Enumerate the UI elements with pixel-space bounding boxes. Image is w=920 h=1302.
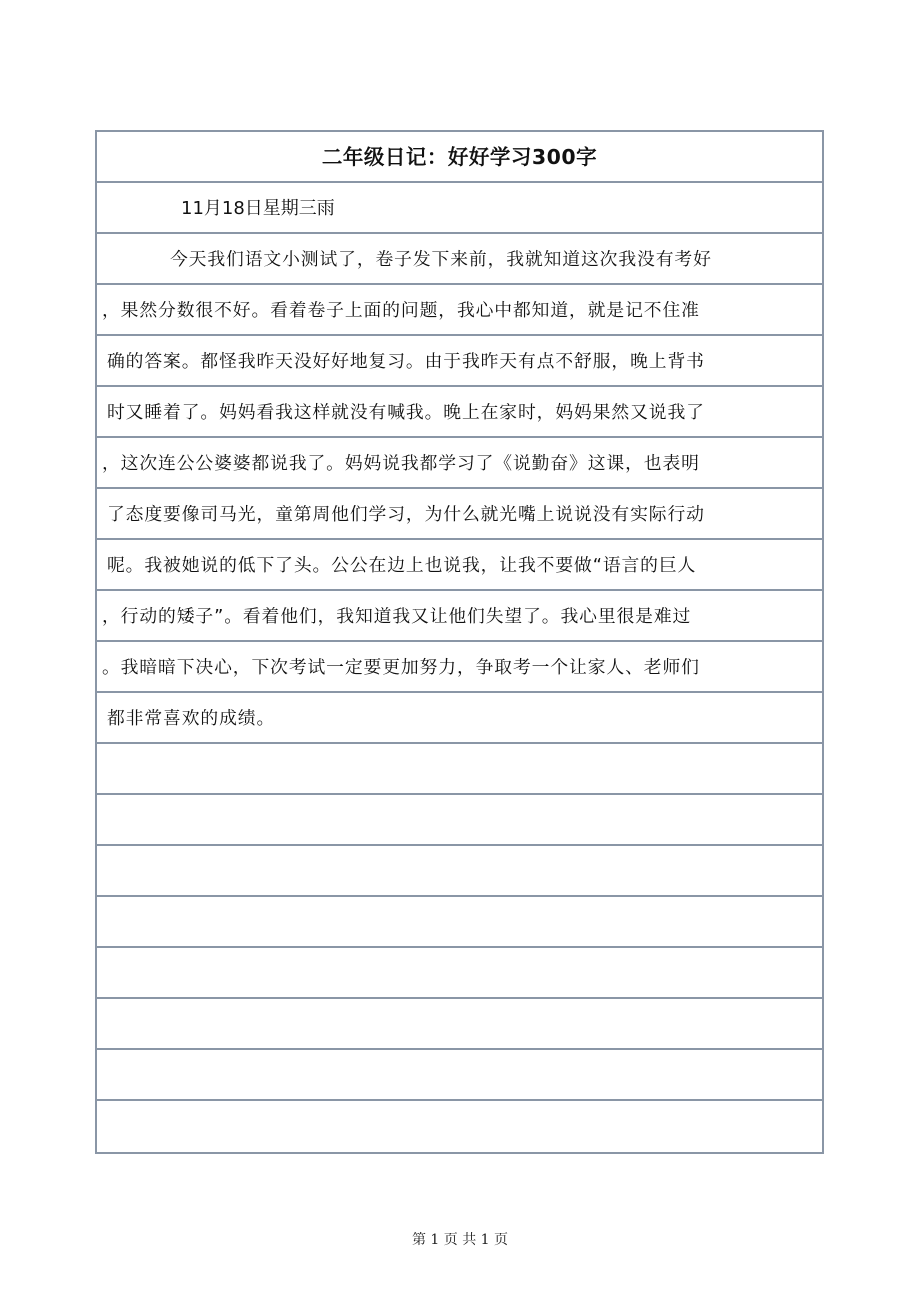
text-line [97,387,822,438]
empty-line [97,795,822,846]
paragraph-line-1: 今天我们语文小测试了，卷子发下来前，我就知道这次我没有考好 [170,249,712,270]
date-line: 11月18日星期三雨 [181,198,335,219]
date-row [97,183,822,234]
paragraph-line-7: 呢。我被她说的低下了头。公公在边上也说我，让我不要做“语言的巨人 [107,555,697,576]
text-line [97,591,822,642]
empty-line [97,744,822,795]
empty-line [97,1050,822,1101]
text-line [97,642,822,693]
ruled-diary-sheet [95,130,824,1154]
paragraph-line-10: 都非常喜欢的成绩。 [107,708,276,729]
title-row [97,132,822,183]
empty-line [97,948,822,999]
text-line [97,489,822,540]
paragraph-line-6: 了态度要像司马光，童第周他们学习，为什么就光嘴上说说没有实际行动 [107,504,705,525]
paragraph-line-3: 确的答案。都怪我昨天没好好地复习。由于我昨天有点不舒服，晚上背书 [107,351,705,372]
paragraph-line-4: 时又睡着了。妈妈看我这样就没有喊我。晚上在家时，妈妈果然又说我了 [107,402,705,423]
text-line [97,438,822,489]
text-line [97,540,822,591]
paragraph-line-5: ，这次连公公婆婆都说我了。妈妈说我都学习了《说勤奋》这课，也表明 [102,453,700,474]
paragraph-line-9: 。我暗暗下决心，下次考试一定要更加努力，争取考一个让家人、老师们 [102,657,700,678]
text-line [97,336,822,387]
text-line [97,693,822,744]
paragraph-line-2: ，果然分数很不好。看着卷子上面的问题，我心中都知道，就是记不住准 [102,300,700,321]
empty-line [97,846,822,897]
document-title: 二年级日记：好好学习300字 [321,145,598,169]
text-line [97,285,822,336]
empty-line [97,897,822,948]
empty-line [97,1101,822,1152]
empty-line [97,999,822,1050]
paragraph-line-8: ，行动的矮子”。看着他们，我知道我又让他们失望了。我心里很是难过 [102,606,692,627]
page-number: 第 1 页 共 1 页 [411,1232,509,1248]
text-line [97,234,822,285]
